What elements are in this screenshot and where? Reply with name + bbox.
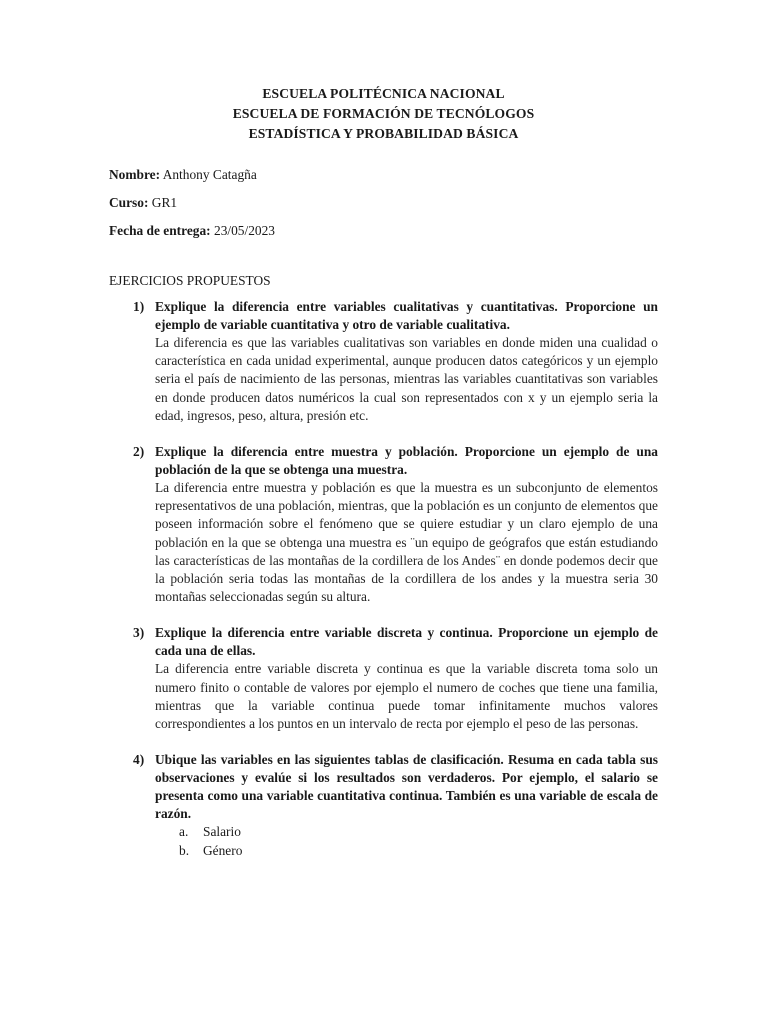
exercise-number: 4): [133, 752, 145, 768]
student-name-label: Nombre:: [109, 167, 161, 182]
list-item-text: Salario: [203, 824, 241, 840]
exercise-question: Explique la diferencia entre muestra y población. Proporcione un ejemplo de una población de la que se obtenga una muestra.: [155, 444, 658, 478]
exercise-answer: La diferencia es que las variables cualitativas son variables en donde miden una cualidad o característica en cada unidad experimental, aunque producen datos categóricos y un ejemplo seria el país de nacimiento de las personas, mientras las variables cuantitativas son variables en donde producen datos numéricos la cual son representados con x y un ejemplo seria la edad, ingresos, peso, altura, presión etc.: [155, 335, 658, 423]
institution-title: ESCUELA POLITÉCNICA NACIONAL: [262, 86, 505, 101]
exercise-question: Ubique las variables en las siguientes tablas de clasificación. Resuma en cada tabla sus observaciones y evalúe si los resultados son verdaderos. Por ejemplo, el salario se presenta como una variable cuantitativa continua. También es una variable de escala de razón.: [155, 752, 658, 822]
list-item: [155, 823, 658, 842]
list-marker: b.: [179, 842, 190, 858]
document-header: [109, 84, 658, 144]
variable-list: [155, 823, 658, 860]
student-name-field: [109, 166, 658, 184]
exercise-question: Explique la diferencia entre variable discreta y continua. Proporcione un ejemplo de cada una de ellas.: [155, 625, 658, 659]
list-item: [155, 842, 658, 861]
exercise-1: [109, 298, 658, 425]
due-date-label: Fecha de entrega:: [109, 223, 211, 238]
school-title: ESCUELA DE FORMACIÓN DE TECNÓLOGOS: [232, 106, 535, 121]
course-title: ESTADÍSTICA Y PROBABILIDAD BÁSICA: [248, 126, 519, 141]
course-field: [109, 194, 658, 212]
exercise-number: 3): [133, 625, 145, 641]
exercise-4: [109, 751, 658, 860]
due-date-field: [109, 222, 658, 240]
exercise-number: 2): [133, 444, 145, 460]
exercise-number: 1): [133, 299, 145, 314]
exercise-3: [109, 624, 658, 733]
section-title: EJERCICIOS PROPUESTOS: [109, 273, 271, 288]
course-label: Curso:: [109, 195, 149, 210]
student-name-value: Anthony Catagña: [162, 167, 257, 182]
exercise-2: [109, 443, 658, 606]
course-value: GR1: [151, 195, 178, 210]
list-marker: a.: [179, 824, 189, 840]
list-item-text: Género: [203, 842, 243, 858]
exercise-question: Explique la diferencia entre variables cualitativas y cuantitativas. Proporcione un ejemplo de variable cuantitativa y otro de variable cualitativa.: [155, 299, 658, 332]
exercise-answer: La diferencia entre variable discreta y continua es que la variable discreta toma solo un numero finito o contable de valores por ejemplo el numero de coches que tiene una familia, mientras que la variable continua puede tomar infinitamente muchos valores correspondientes a los puntos en un intervalo de recta por ejemplo el peso de las personas.: [155, 661, 658, 732]
exercise-answer: La diferencia entre muestra y población es que la muestra es un subconjunto de elementos representativos de una población, mientras, que la población es un conjunto de elementos que poseen información sobre el fenómeno que se quiere estudiar y un claro ejemplo de una población en la que se obtenga una muestra es ¨un equipo de geógrafos que están estudiando las características de las montañas de la cordillera de los Andes¨ en donde podemos decir que la población seria todas las montañas de la cordillera de los andes y la muestra seria 30 montañas seleccionadas según su altura.: [155, 480, 658, 605]
due-date-value: 23/05/2023: [214, 223, 276, 238]
